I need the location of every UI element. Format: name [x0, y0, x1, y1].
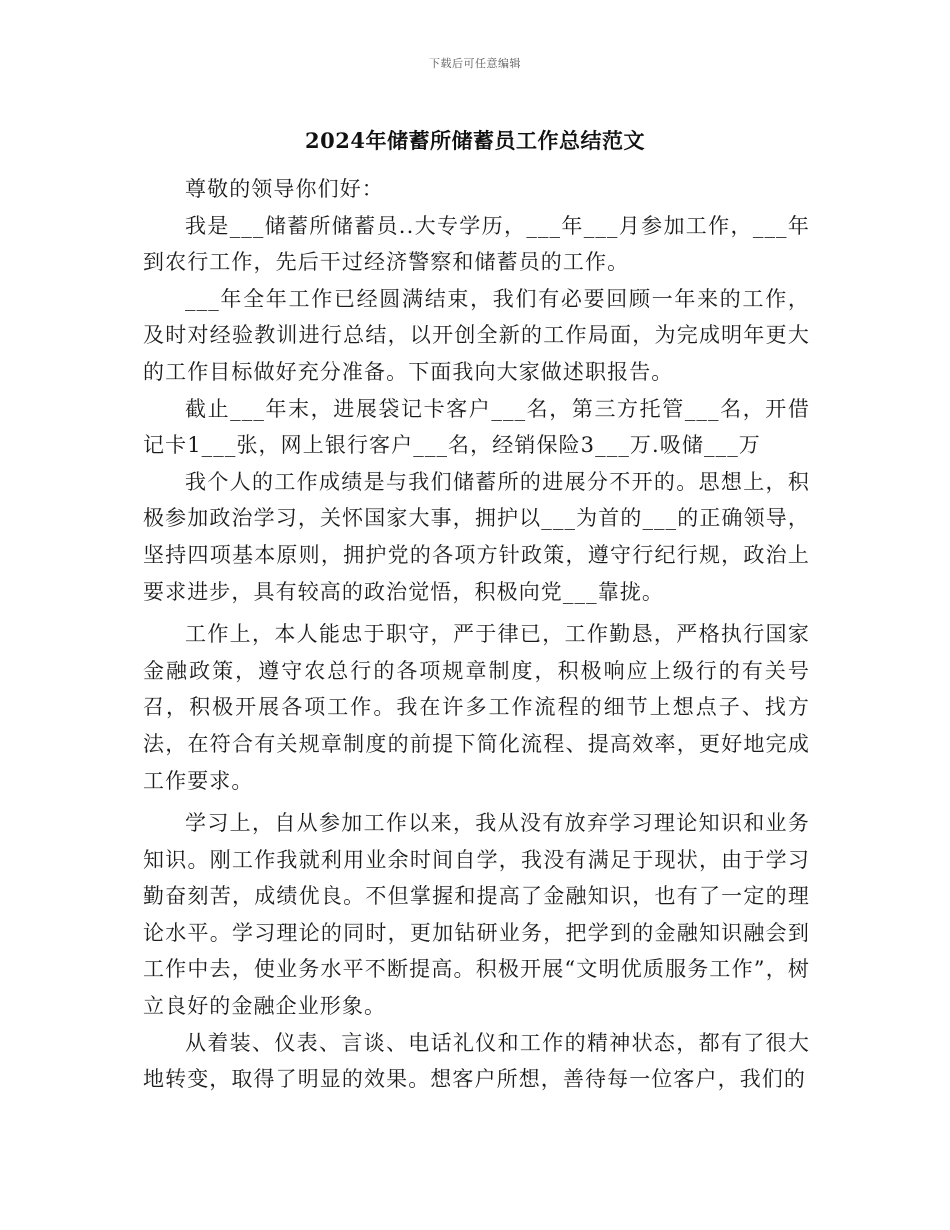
- paragraph-work: 工作上，本人能忠于职守，严于律已，工作勤恳，严格执行国家金融政策，遵守农总行的各项规章制度，积极响应上级行的有关号召，积极开展各项工作。我在许多工作流程的细节上想点子、找方法，在符合有关规章制度的前提下简化流程、提高效率，更好地完成工作要求。: [143, 622, 810, 793]
- paragraph-statistics: 截止___年末，进展袋记卡客户___名，第三方托管___名，开借记卡1___张，网上银行客户___名，经销保险3___万.吸储___万: [143, 396, 810, 458]
- paragraph-service: 从着装、仪表、言谈、电话礼仪和工作的精神状态，都有了很大地转变，取得了明显的效果。想客户所想，善待每一位客户，我们的: [143, 1030, 810, 1092]
- paragraph-year-review: ___年全年工作已经圆满结束，我们有必要回顾一年来的工作，及时对经验教训进行总结，以开创全新的工作局面，为完成明年更大的工作目标做好充分准备。下面我向大家做述职报告。: [143, 286, 810, 384]
- paragraph-ideology: 我个人的工作成绩是与我们储蓄所的进展分不开的。思想上，积极参加政治学习，关怀国家大事，拥护以___为首的___的正确领导，坚持四项基本原则，拥护党的各项方针政策，遵守行纪行规，政治上要求进步，具有较高的政治觉悟，积极向党___靠拢。: [143, 469, 810, 604]
- paragraph-introduction: 我是___储蓄所储蓄员..大专学历，___年___月参加工作，___年到农行工作，先后干过经济警察和储蓄员的工作。: [143, 213, 810, 275]
- paragraph-greeting: 尊敬的领导你们好：: [185, 177, 384, 201]
- header-note: 下载后可任意编辑: [429, 57, 521, 70]
- document-title: 2024年储蓄所储蓄员工作总结范文: [305, 128, 645, 153]
- document-body: [143, 171, 810, 1098]
- paragraph-study: 学习上，自从参加工作以来，我从没有放弃学习理论知识和业务知识。刚工作我就利用业余时间自学，我没有满足于现状，由于学习勤奋刻苦，成绩优良。不但掌握和提高了金融知识，也有了一定的理论水平。学习理论的同时，更加钻研业务，把学到的金融知识融会到工作中去，使业务水平不断提高。积极开展“文明优质服务工作”，树立良好的金融企业形象。: [143, 811, 810, 1019]
